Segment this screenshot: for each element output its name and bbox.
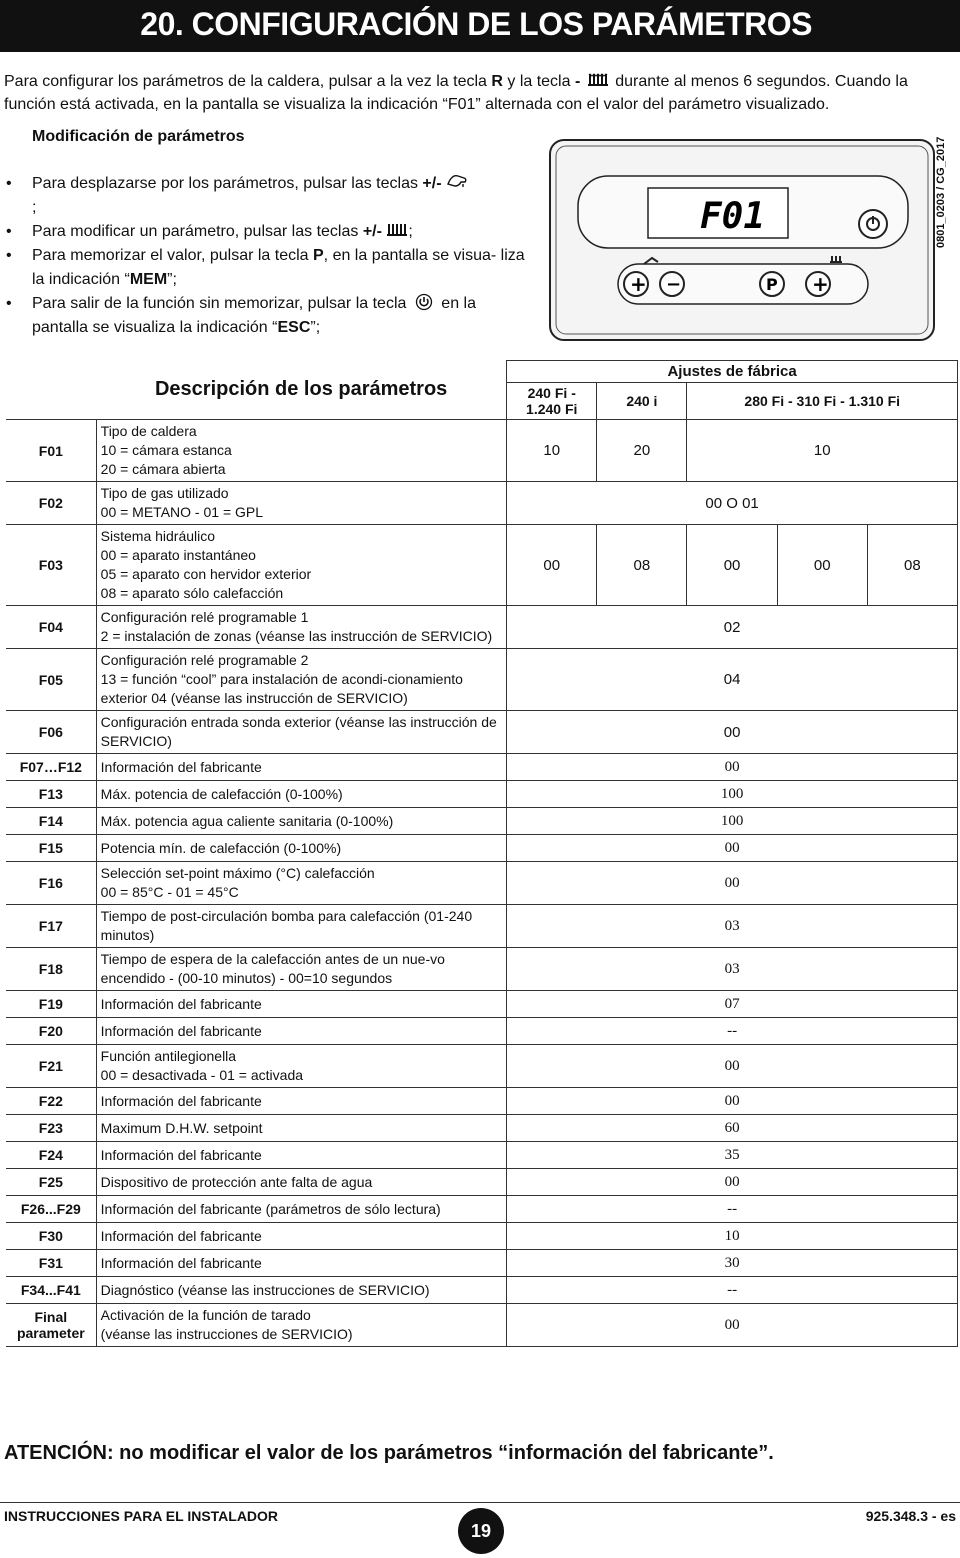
factory-value: 02 [507,606,958,649]
description-line: Tipo de gas utilizado [100,485,229,501]
footer-divider [0,1502,960,1503]
description-line: Tipo de caldera [100,423,197,439]
factory-value: 04 [507,649,958,711]
factory-value: -- [507,1196,958,1223]
param-description [96,1250,507,1277]
panel-display-text: F01 [700,196,766,237]
param-description [96,905,507,948]
instructions-list [6,172,526,340]
model-header: 240 i [597,383,687,420]
table-row [6,1142,958,1169]
header-blank [6,361,96,420]
param-description [96,1304,507,1347]
factory-value: 03 [507,905,958,948]
factory-value: 60 [507,1115,958,1142]
table-row [6,991,958,1018]
description-line: Diagnóstico (véanse las instrucciones de SERVICIO) [100,1281,430,1298]
param-code: F05 [6,649,96,711]
param-description [96,649,507,711]
description-line: Configuración relé programable 1 [100,609,309,625]
param-description [96,1196,507,1223]
param-description [96,711,507,754]
param-code: F14 [6,808,96,835]
table-row [6,482,958,525]
param-description [96,1223,507,1250]
page-number: 19 [458,1508,504,1554]
description-line: Configuración relé programable 2 [100,652,309,668]
description-line: Máx. potencia de calefacción (0-100%) [100,785,343,802]
bullet-text: Para modificar un parámetro, pulsar las teclas [32,223,359,240]
factory-value: 08 [867,525,957,606]
factory-value: 10 [507,420,597,482]
description-line: 00 = 85°C - 01 = 45°C [100,884,239,900]
param-code: F26...F29 [6,1196,96,1223]
description-line: Potencia mín. de calefacción (0-100%) [100,839,342,856]
table-header-row [6,361,958,383]
key-minus: - [574,73,581,90]
panel-minus-label: − [666,274,682,295]
param-code: F06 [6,711,96,754]
intro-paragraph [4,70,959,116]
param-code: F23 [6,1115,96,1142]
radiator-icon [587,72,609,88]
description-line: Maximum D.H.W. setpoint [100,1119,263,1136]
tap-icon [446,172,468,190]
param-code: F20 [6,1018,96,1045]
key-r: R [491,73,503,90]
param-description [96,862,507,905]
key-plus-minus: +/- [422,175,442,192]
panel-p-label: P [766,275,778,294]
figure-code-text: 0801_0203 / CG_2017 [935,136,947,248]
param-description [96,525,507,606]
param-description [96,1277,507,1304]
model-header: 240 Fi - 1.240 Fi [507,383,597,420]
list-item [6,244,526,292]
factory-value: 00 [507,1045,958,1088]
bullet-text: Para salir de la función sin memorizar, pulsar la tecla [32,295,407,312]
factory-value: 00 [507,1304,958,1347]
factory-value: 03 [507,948,958,991]
description-line: (véanse las instrucciones de SERVICIO) [100,1326,353,1342]
key-p: P [313,247,324,264]
panel-plus-right-label: + [812,272,829,296]
table-row [6,1277,958,1304]
description-line: 13 = función “cool” para instalación de acondi-cionamiento exterior 04 (véanse las instrucción de SERVICIO) [100,671,463,706]
description-line: Información del fabricante [100,1227,262,1244]
description-line: 2 = instalación de zonas (véanse las instrucción de SERVICIO) [100,628,493,644]
param-description [96,1045,507,1088]
param-code: F15 [6,835,96,862]
param-code: F21 [6,1045,96,1088]
table-row [6,905,958,948]
section-title: Modificación de parámetros [32,128,245,145]
table-row [6,835,958,862]
param-description [96,1142,507,1169]
factory-value: 00 [507,711,958,754]
param-code: F25 [6,1169,96,1196]
factory-value: 10 [687,420,958,482]
param-code: F30 [6,1223,96,1250]
param-code: F17 [6,905,96,948]
radiator-icon [386,222,408,238]
radiator-icon [830,256,842,262]
table-row [6,1088,958,1115]
factory-value: 00 [777,525,867,606]
description-line: Selección set-point máximo (°C) calefacción [100,865,375,881]
page-title: 20. CONFIGURACIÓN DE LOS PARÁMETROS [140,6,812,42]
factory-value: 35 [507,1142,958,1169]
table-row [6,808,958,835]
param-code: F16 [6,862,96,905]
factory-value: 00 O 01 [507,482,958,525]
factory-settings-header: Ajustes de fábrica [507,361,958,383]
table-row [6,781,958,808]
table-row [6,948,958,991]
param-description [96,991,507,1018]
intro-text-1: Para configurar los parámetros de la caldera, pulsar a la vez la tecla [4,73,492,90]
bullet-text: en la pantalla se visualiza la indicación “ [32,295,476,336]
description-line: 00 = desactivada - 01 = activada [100,1067,304,1083]
description-line: Información del fabricante [100,1022,262,1039]
intro-text-2: y la tecla [502,73,575,90]
param-code: F02 [6,482,96,525]
table-row [6,1169,958,1196]
table-row [6,1115,958,1142]
control-panel-illustration [548,136,948,346]
description-line: Información del fabricante [100,995,262,1012]
description-line: 00 = aparato instantáneo [100,547,256,563]
factory-value: 10 [507,1223,958,1250]
param-code: F04 [6,606,96,649]
description-line: Información del fabricante [100,1092,262,1109]
param-code: F31 [6,1250,96,1277]
param-code: Final parameter [6,1304,96,1347]
table-row [6,1196,958,1223]
param-code: F01 [6,420,96,482]
description-line: 05 = aparato con hervidor exterior [100,566,312,582]
factory-value: 100 [507,781,958,808]
param-description [96,606,507,649]
description-line: Información del fabricante [100,1146,262,1163]
description-line: Dispositivo de protección ante falta de agua [100,1173,373,1190]
param-code: F22 [6,1088,96,1115]
table-row [6,862,958,905]
param-description [96,1088,507,1115]
list-item [6,172,526,220]
param-description [96,835,507,862]
param-description [96,808,507,835]
bullet-text: Para memorizar el valor, pulsar la tecla [32,247,313,264]
factory-value: 20 [597,420,687,482]
table-row [6,1250,958,1277]
key-plus-minus: +/- [362,223,382,240]
description-line: Configuración entrada sonda exterior (véanse las instrucción de SERVICIO) [100,714,497,749]
table-row [6,1223,958,1250]
parameters-table [6,360,958,1347]
factory-value: 00 [507,862,958,905]
description-header: Descripción de los parámetros [154,378,448,401]
param-code: F18 [6,948,96,991]
attention-note: ATENCIÓN: no modificar el valor de los parámetros “información del fabricante”. [4,1442,774,1464]
bullet-end: ; [32,199,37,216]
param-code: F24 [6,1142,96,1169]
factory-value: 08 [597,525,687,606]
footer-right-text: 925.348.3 - es [865,1508,956,1524]
param-code: F13 [6,781,96,808]
description-line: Máx. potencia agua caliente sanitaria (0-100%) [100,812,394,829]
description-line: 10 = cámara estanca [100,442,232,458]
esc-label: ESC [277,319,311,336]
table-row [6,525,958,606]
table-row [6,754,958,781]
list-item [6,220,526,244]
factory-value: 100 [507,808,958,835]
param-description [96,754,507,781]
footer-left-text: INSTRUCCIONES PARA EL INSTALADOR [4,1508,279,1524]
table-row [6,649,958,711]
model-header: 280 Fi - 310 Fi - 1.310 Fi [687,383,958,420]
param-code: F07…F12 [6,754,96,781]
bullet-text: , en la pantalla se visua- liza la indicación “ [32,247,525,288]
factory-value: 00 [507,525,597,606]
param-description [96,948,507,991]
mem-label: MEM [129,271,168,288]
description-line: 08 = aparato sólo calefacción [100,585,284,601]
param-code: F03 [6,525,96,606]
bullet-end: ; [408,223,413,240]
description-line: Sistema hidráulico [100,528,216,544]
description-line: Información del fabricante [100,758,262,775]
bullet-end: ”; [310,319,321,336]
factory-value: 07 [507,991,958,1018]
parameters-table-body [6,361,958,1347]
factory-value: 00 [507,1169,958,1196]
param-description [96,1169,507,1196]
factory-value: 00 [507,835,958,862]
factory-value: 00 [687,525,777,606]
param-code: F34...F41 [6,1277,96,1304]
description-line: 20 = cámara abierta [100,461,226,477]
power-icon [415,293,433,311]
bullet-text: Para desplazarse por los parámetros, pulsar las teclas [32,175,418,192]
intro-text-3: durante al menos 6 segundos. Cuando la función está activada, en la pantalla se visualiza la indicación “F01” alternada con el valor del parámetro visualizado. [4,73,908,113]
table-row [6,1304,958,1347]
bullet-end: ”; [167,271,177,288]
factory-value: -- [507,1018,958,1045]
table-row [6,1018,958,1045]
table-row [6,1045,958,1088]
description-line: Activación de la función de tarado [100,1307,311,1323]
description-line: Información del fabricante [100,1254,262,1271]
list-item [6,292,526,340]
param-code: F19 [6,991,96,1018]
table-row [6,606,958,649]
factory-value: 30 [507,1250,958,1277]
panel-plus-left-label: + [630,272,647,296]
description-line: 00 = METANO - 01 = GPL [100,504,264,520]
factory-value: -- [507,1277,958,1304]
factory-value: 00 [507,754,958,781]
table-row [6,420,958,482]
description-line: Función antilegionella [100,1048,237,1064]
param-description [96,1018,507,1045]
table-row [6,711,958,754]
param-description [96,420,507,482]
description-line: Tiempo de post-circulación bomba para calefacción (01-240 minutos) [100,908,473,943]
param-description [96,482,507,525]
description-line: Información del fabricante (parámetros de sólo lectura) [100,1200,441,1217]
description-line: Tiempo de espera de la calefacción antes de un nue-vo encendido - (00-10 minutos) - 00=10 segundos [100,951,445,986]
factory-value: 00 [507,1088,958,1115]
param-description [96,781,507,808]
param-description [96,1115,507,1142]
figure-code [935,128,951,248]
